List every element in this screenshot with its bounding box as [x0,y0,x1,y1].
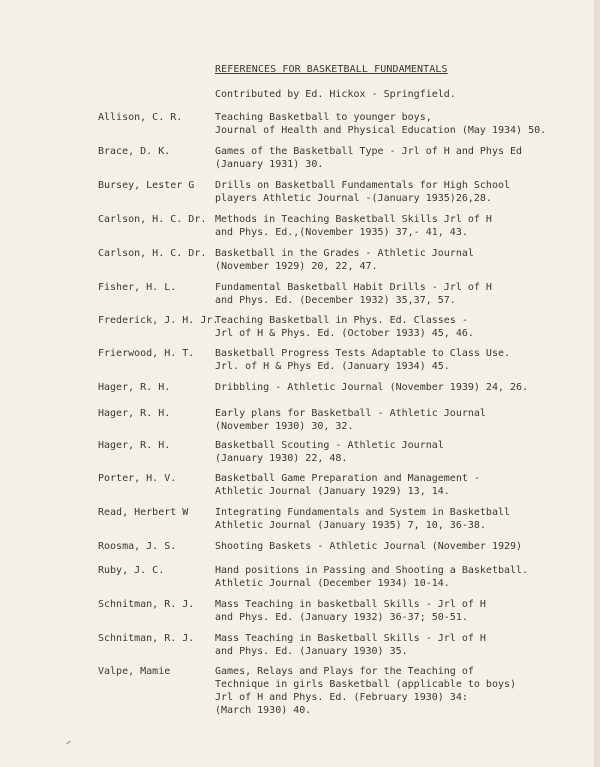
reference-citation: Games, Relays and Plays for the Teaching of Technique in girls Basketball (applicable to boys) Jrl of H and Phys. Ed. (February 1930) 34: (March 1930) 40. [215,666,517,716]
reference-author: Valpe, Mamie [98,666,171,677]
stray-pencil-mark [66,741,71,745]
reference-citation: Teaching Basketball in Phys. Ed. Classes - Jrl of H & Phys. Ed. (October 1933) 45, 46. [215,315,474,339]
reference-citation: Early plans for Basketball - Athletic Journal (November 1930) 30, 32. [215,408,486,432]
document-title: REFERENCES FOR BASKETBALL FUNDAMENTALS [215,64,448,75]
reference-citation: Teaching Basketball to younger boys, Journal of Health and Physical Education (May 1934) 50. [215,112,547,136]
page-edge [594,0,600,767]
reference-author: Bursey, Lester G [98,180,195,191]
reference-citation: Mass Teaching in Basketball Skills - Jrl of H and Phys. Ed. (January 1930) 35. [215,633,486,657]
reference-citation: Games of the Basketball Type - Jrl of H and Phys Ed (January 1931) 30. [215,146,523,170]
reference-citation: Drills on Basketball Fundamentals for High School players Athletic Journal -(January 1935)26,28. [215,180,511,204]
reference-citation: Methods in Teaching Basketball Skills Jrl of H and Phys. Ed.,(November 1935) 37,- 41, 43. [215,214,492,238]
reference-citation: Basketball Game Preparation and Management - Athletic Journal (January 1929) 13, 14. [215,473,480,497]
reference-author: Hager, R. H. [98,382,171,393]
reference-citation: Dribbling - Athletic Journal (November 1939) 24, 26. [215,382,529,393]
reference-author: Fisher, H. L. [98,282,177,293]
reference-citation: Mass Teaching in basketball Skills - Jrl of H and Phys. Ed. (January 1932) 36-37; 50-51. [215,599,486,623]
reference-author: Carlson, H. C. Dr. [98,214,207,225]
reference-author: Frierwood, H. T. [98,348,195,359]
reference-author: Frederick, J. H. Jr. [98,315,219,326]
document-subtitle: Contributed by Ed. Hickox - Springfield. [215,89,456,100]
reference-author: Read, Herbert W [98,507,189,518]
reference-author: Hager, R. H. [98,408,171,419]
reference-author: Porter, H. V. [98,473,177,484]
reference-author: Roosma, J. S. [98,541,177,552]
reference-citation: Hand positions in Passing and Shooting a Basketball. Athletic Journal (December 1934) 10-14. [215,565,529,589]
reference-author: Ruby, J. C. [98,565,165,576]
reference-citation: Fundamental Basketball Habit Drills - Jrl of H and Phys. Ed. (December 1932) 35,37, 57. [215,282,492,306]
reference-citation: Integrating Fundamentals and System in Basketball Athletic Journal (January 1935) 7, 10, 36-38. [215,507,511,531]
reference-author: Hager, R. H. [98,440,171,451]
reference-author: Brace, D. K. [98,146,171,157]
reference-author: Schnitman, R. J. [98,633,195,644]
reference-citation: Basketball Progress Tests Adaptable to Class Use. Jrl. of H & Phys Ed. (January 1934) 45. [215,348,511,372]
reference-author: Carlson, H. C. Dr. [98,248,207,259]
reference-author: Allison, C. R. [98,112,183,123]
reference-citation: Basketball Scouting - Athletic Journal (January 1930) 22, 48. [215,440,444,464]
reference-citation: Shooting Baskets - Athletic Journal (November 1929) [215,541,523,552]
reference-author: Schnitman, R. J. [98,599,195,610]
reference-citation: Basketball in the Grades - Athletic Journal (November 1929) 20, 22, 47. [215,248,474,272]
